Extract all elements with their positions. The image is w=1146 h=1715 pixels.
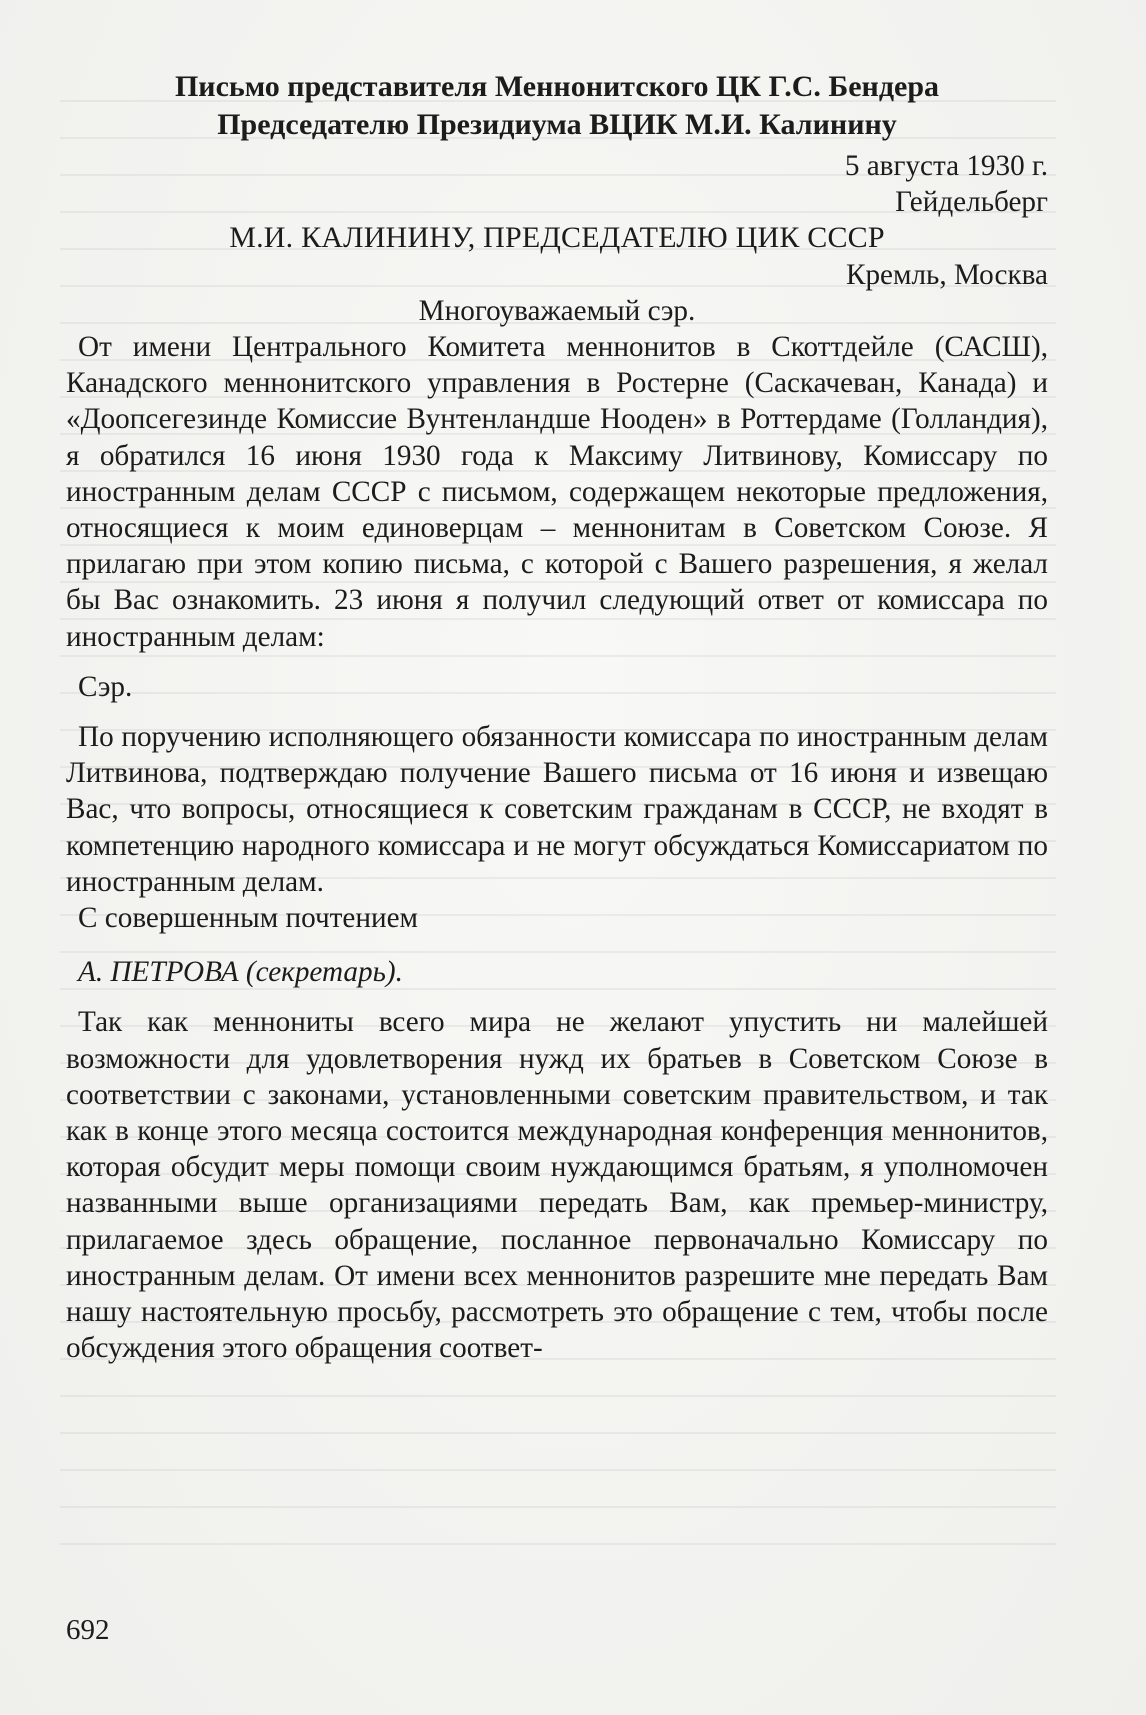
letter-place: Гейдельберг <box>895 186 1048 219</box>
addressee-location: Кремль, Москва <box>846 258 1048 291</box>
page-content <box>66 68 1048 1367</box>
letter-addressee: М.И. КАЛИНИНУ, ПРЕДСЕДАТЕЛЮ ЦИК СССР <box>229 221 885 255</box>
letter-salutation: Многоуважаемый сэр. <box>418 294 696 327</box>
document-title-line-2: Председателю Президиума ВЦИК М.И. Калинину <box>217 108 897 141</box>
page-number: 692 <box>66 1614 110 1646</box>
paragraph-2: По поручению исполняющего обязанности комиссара по иностранным делам Литвинова, подтверждаю получение Вашего письма от 16 июня и извещаю Вас, что вопросы, относящиеся к советским гражданам в СССР, не входят в компетенцию народного комиссара и не могут обсуждаться Комиссариатом по иностранным делам. <box>66 721 1048 898</box>
document-title-line-1: Письмо представителя Меннонитского ЦК Г.С. Бендера <box>174 70 940 103</box>
paragraph-1: От имени Центрального Комитета меннонитов в Скоттдейле (САСШ), Канадского меннонитского управления в Ростерне (Саскачеван, Канада) и «Доопсегезинде Комиссие Вунтенландше Нооден» в Роттердаме (Голландия), я обратился 16 июня 1930 года к Максиму Литвинову, Комиссару по иностранным делам СССР с письмом, содержащем некоторые предложения, относящиеся к моим единоверцам – меннонитам в Советском Союзе. Я прилагаю при этом копию письма, с которой с Вашего разрешения, я желал бы Вас ознакомить. 23 июня я получил следующий ответ от комиссара по иностранным делам: <box>66 331 1048 653</box>
signature: А. ПЕТРОВА (секретарь). <box>78 956 403 989</box>
letter-date: 5 августа 1930 г. <box>844 150 1048 182</box>
spacer <box>66 655 1048 669</box>
spacer <box>66 990 1048 1004</box>
paragraph-3: Так как меннониты всего мира не желают упустить ни малейшей возможности для удовлетворения нужд их братьев в Советском Союзе в соответствии с законами, установленными советским правительством, и так как в конце этого месяца состоится международная конференция меннонитов, которая обсудит меры помощи своим нуждающимся братьям, я уполномочен названными выше организациями передать Вам, как премьер-министру, прилагаемое здесь обращение, посланное первоначально Комиссару по иностранным делам. От имени всех меннонитов разрешите мне передать Вам нашу настоятельную просьбу, рассмотреть это обращение с тем, чтобы после обсуждения этого обращения соответ- <box>66 1006 1048 1365</box>
spacer <box>66 705 1048 719</box>
closing-phrase: С совершенным почтением <box>78 902 419 935</box>
quoted-salutation: Сэр. <box>78 670 133 703</box>
